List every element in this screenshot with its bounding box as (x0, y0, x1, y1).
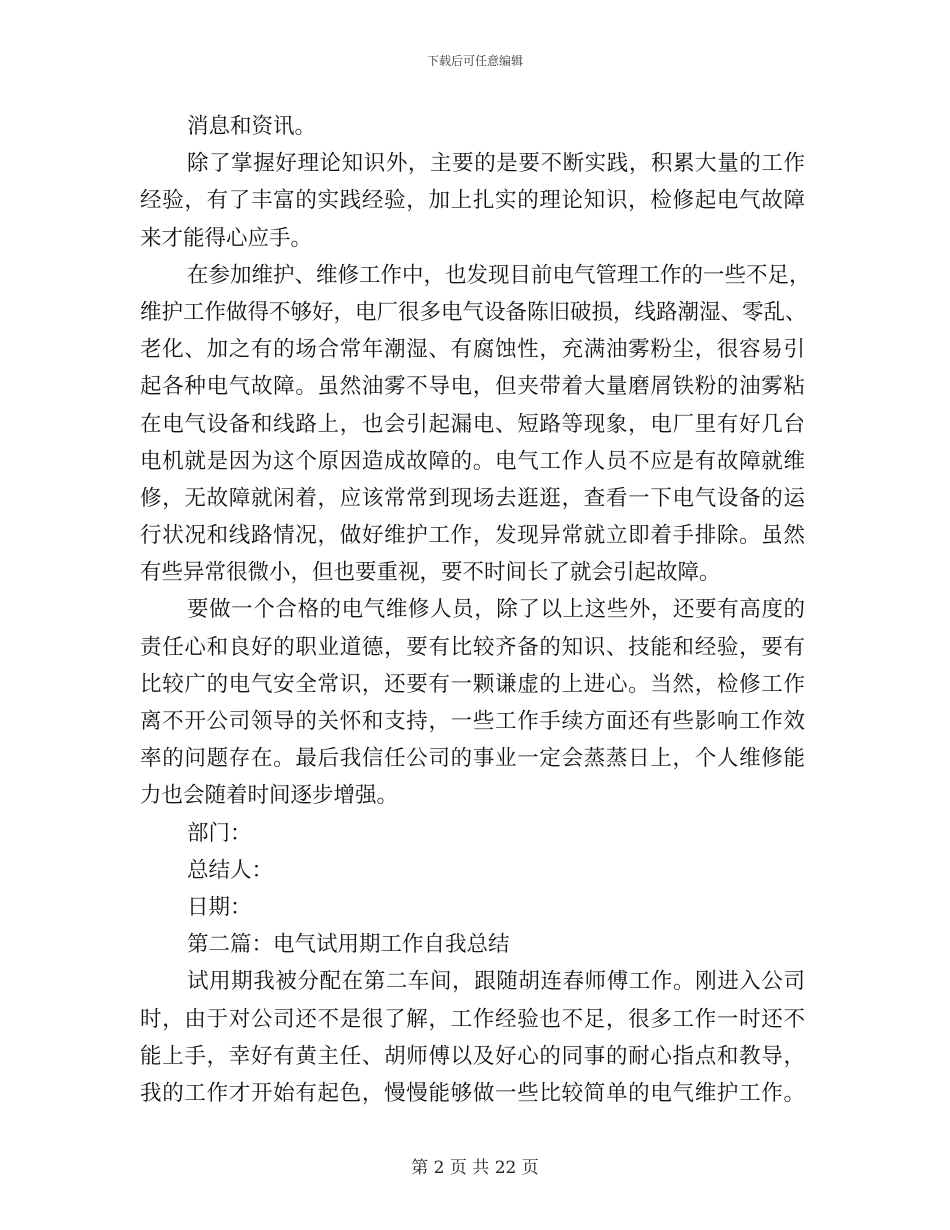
text-line: 经验，有了丰富的实践经验，加上扎实的理论知识，检修起电气故障 (140, 188, 805, 214)
text-line: 我的工作才开始有起色，慢慢能够做一些比较简单的电气维护工作。 (140, 1080, 805, 1106)
text-line: 维护工作做得不够好，电厂很多电气设备陈旧破损，线路潮湿、零乱、 (140, 299, 807, 325)
text-line: 在电气设备和线路上，也会引起漏电、短路等现象，电厂里有好几台 (140, 411, 805, 437)
text-line: 来才能得心应手。 (140, 225, 313, 251)
text-line: 要做一个合格的电气维修人员，除了以上这些外，还要有高度的 (187, 597, 805, 623)
text-line: 消息和资讯。 (187, 114, 317, 139)
text-line: 能上手，幸好有黄主任、胡师傅以及好心的同事的耐心指点和教导， (140, 1043, 805, 1069)
text-line: 比较广的电气安全常识，还要有一颗谦虚的上进心。当然，检修工作 (140, 671, 805, 697)
text-line: 有些异常很微小，但也要重视，要不时间长了就会引起故障。 (140, 560, 721, 586)
text-line: 电机就是因为这个原因造成故障的。电气工作人员不应是有故障就维 (140, 448, 805, 474)
document-body (140, 108, 811, 1112)
text-line: 总结人： (187, 857, 274, 883)
text-line: 试用期我被分配在第二车间，跟随胡连春师傅工作。刚进入公司 (187, 969, 805, 995)
text-line: 行状况和线路情况，做好维护工作，发现异常就立即着手排除。虽然 (140, 523, 805, 549)
text-line: 第二篇：电气试用期工作自我总结 (187, 932, 510, 958)
page-number: 第 2 页 共 22 页 (411, 1158, 539, 1178)
text-line: 力也会随着时间逐步增强。 (140, 783, 399, 809)
text-line: 部门： (187, 820, 252, 846)
text-line: 在参加维护、维修工作中，也发现目前电气管理工作的一些不足， (187, 262, 811, 288)
text-line: 老化、加之有的场合常年潮湿、有腐蚀性，充满油雾粉尘，很容易引 (140, 337, 805, 363)
page-header: 下载后可任意编辑 (426, 54, 523, 68)
text-line: 除了掌握好理论知识外，主要的是要不断实践，积累大量的工作 (187, 151, 805, 177)
text-line: 修，无故障就闲着，应该常常到现场去逛逛，查看一下电气设备的运 (140, 485, 805, 511)
text-line: 起各种电气故障。虽然油雾不导电，但夹带着大量磨屑铁粉的油雾粘 (140, 374, 805, 400)
text-line: 离不开公司领导的关怀和支持，一些工作手续方面还有些影响工作效 (140, 709, 805, 734)
text-line: 日期： (187, 894, 252, 920)
text-line: 时，由于对公司还不是很了解，工作经验也不足，很多工作一时还不 (140, 1006, 805, 1032)
text-line: 率的问题存在。最后我信任公司的事业一定会蒸蒸日上，个人维修能 (140, 746, 805, 772)
text-line: 责任心和良好的职业道德，要有比较齐备的知识、技能和经验，要有 (140, 634, 805, 660)
